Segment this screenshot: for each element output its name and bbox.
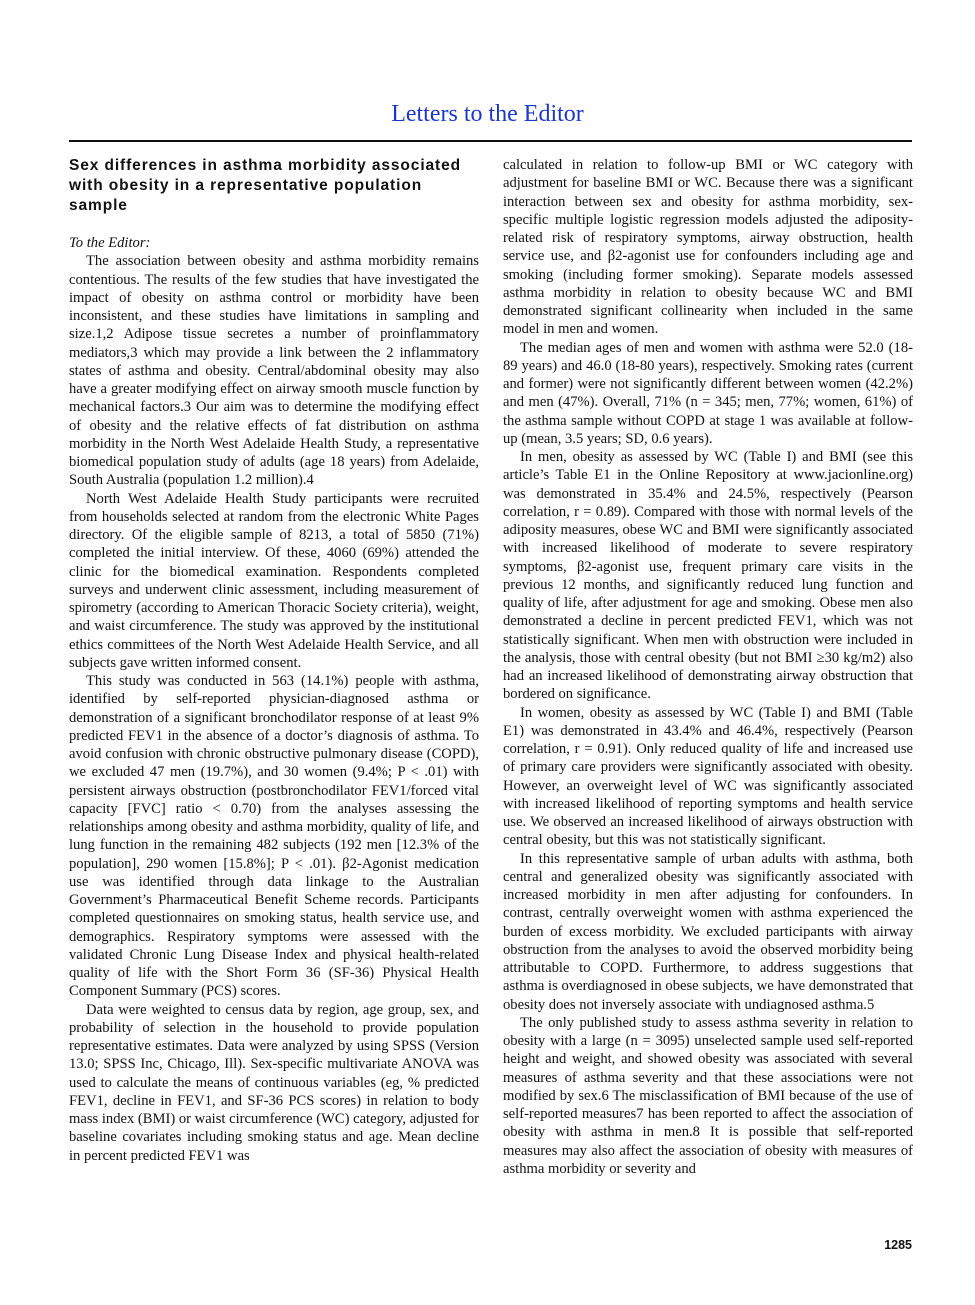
paragraph: The association between obesity and asthma morbidity remains contentious. The results of the few studies that have investigated the impact of obesity on asthma control or morbidity have been inconsistent, and these studies have limitations in sampling and size.1,2 Adipose tissue secretes a number of proinflammatory mediators,3 which may provide a link between the 2 inflammatory states of asthma and obesity. Central/abdominal obesity may also have a greater modifying effect on airway smooth muscle function by mechanical factors.3 Our aim was to determine the modifying effect of obesity and the relative effects of fat distribution on asthma morbidity in the North West Adelaide Health Study, a representative biomedical population study of adults (age 18 years) from Adelaide, South Australia (population 1.2 million).4 [69,253,479,489]
article-title: Sex differences in asthma morbidity associated with obesity in a representative population sample [69,157,461,214]
paragraph: In this representative sample of urban adults with asthma, both central and generalized obesity was significantly associated with increased morbidity in men after adjusting for confounders. In contrast, centrally overweight women with asthma experienced the burden of excess morbidity. We excluded participants with airway obstruction from the analyses to avoid the observed morbidity being attributable to COPD. Furthermore, to address suggestions that asthma is overdiagnosed in obese subjects, we have demonstrated that obesity does not inversely associate with undiagnosed asthma.5 [503,850,913,1013]
page-number: 1285 [884,1238,912,1252]
right-column [503,156,913,1178]
salutation: To the Editor: [69,235,151,251]
paragraph: North West Adelaide Health Study participants were recruited from households selected at random from the electronic White Pages directory. Of the eligible sample of 8213, a total of 5850 (71%) completed the initial interview. Of these, 4060 (69%) attended the clinic for the biomedical examination. Respondents completed surveys and underwent clinic assessment, including measurement of spirometry (according to American Thoracic Society criteria), weight, and waist circumference. The study was approved by the institutional ethics committees of the North West Adelaide Health Service, and all subjects gave written informed consent. [69,490,479,671]
header-rule [69,140,912,142]
paragraph: This study was conducted in 563 (14.1%) people with asthma, identified by self-reported physician-diagnosed asthma or demonstration of a significant bronchodilator response of at least 9% predicted FEV1 in the absence of a doctor’s diagnosis of asthma. To avoid confusion with chronic obstructive pulmonary disease (COPD), we excluded 47 men (19.7%), and 30 women (9.4%; P < .01) with persistent airways obstruction (postbronchodilator FEV1/forced vital capacity [FVC] ratio < 0.70) from the analyses assessing the relationships among obesity and asthma morbidity, quality of life, and lung function in the remaining 482 subjects (192 men [12.3% of the population], 290 women [15.8%]; P < .01). β2-Agonist medication use was identified through data linkage to the Australian Government’s Pharmaceutical Benefit Scheme records. Participants completed questionnaires on smoking status, health service use, and demographics. Respiratory symptoms were assessed with the validated Chronic Lung Disease Index and physical health-related quality of life with the Short Form 36 (SF-36) Physical Health Component Summary (PCS) scores. [69,673,479,1000]
section-header: Letters to the Editor [391,101,584,127]
paragraph: calculated in relation to follow-up BMI or WC category with adjustment for baseline BMI or WC. Because there was a significant interaction between sex and obesity for asthma morbidity, sex-specific multiple logistic regression models adjusted the adiposity-related risk of respiratory symptoms, airway obstruction, health service use, and β2-agonist use for confounders including age and smoking (including former smoking). Separate models assessed asthma morbidity in relation to obesity because WC and BMI demonstrated significant collinearity when included in the same model in men and women. [503,157,913,338]
paragraph: In men, obesity as assessed by WC (Table I) and BMI (see this article’s Table E1 in the Online Repository at www.jacionline.org) was demonstrated in 35.4% and 24.5%, respectively (Pearson correlation, r = 0.89). Compared with those with normal levels of the adiposity measures, obese WC and BMI were significantly associated with increased likelihood of moderate to severe respiratory symptoms, β2-agonist use, frequent primary care visits in the previous 12 months, and significantly reduced lung function and quality of life, after adjustment for age and smoking. Obese men also demonstrated a decline in percent predicted FEV1, which was not statistically significant. When men with obstruction were included in the analysis, those with central obesity (but not BMI ≥30 kg/m2) also had an increased likelihood of demonstrating airway obstruction that bordered on significance. [503,449,913,703]
paragraph: The median ages of men and women with asthma were 52.0 (18-89 years) and 46.0 (18-80 years), respectively. Smoking rates (current and former) were not significantly different between women (42.2%) and men (47%). Overall, 71% (n = 345; men, 77%; women, 61%) of the asthma sample without COPD at stage 1 was available at follow-up (mean, 3.5 years; SD, 0.6 years). [503,339,913,447]
left-column [69,156,479,1165]
paragraph: The only published study to assess asthma severity in relation to obesity with a large (n = 3095) unselected sample used self-reported height and weight, and showed obesity was associated with several measures of asthma severity and that these associations were not modified by sex.6 The misclassification of BMI because of the use of self-reported measures7 has been reported to affect the association of obesity with asthma in men.8 It is possible that self-reported measures may also affect the association of obesity with measures of asthma morbidity or severity and [503,1014,913,1177]
paragraph: In women, obesity as assessed by WC (Table I) and BMI (Table E1) was demonstrated in 43.4% and 46.4%, respectively (Pearson correlation, r = 0.91). Only reduced quality of life and increased use of primary care providers were significantly associated with obesity. However, an overweight level of WC was significantly associated with increased likelihood of reporting symptoms and health service use. We observed an increased likelihood of airways obstruction with central obesity, but this was not statistically significant. [503,704,913,849]
paragraph: Data were weighted to census data by region, age group, sex, and probability of selection in the household to provide population representative estimates. Data were analyzed by using SPSS (Version 13.0; SPSS Inc, Chicago, Ill). Sex-specific multivariate ANOVA was used to calculate the means of continuous variables (eg, % predicted FEV1, decline in FEV1, and SF-36 PCS scores) in relation to body mass index (BMI) or waist circumference (WC) category, adjusted for baseline covariates including smoking status and age. Mean decline in percent predicted FEV1 was [69,1001,479,1164]
